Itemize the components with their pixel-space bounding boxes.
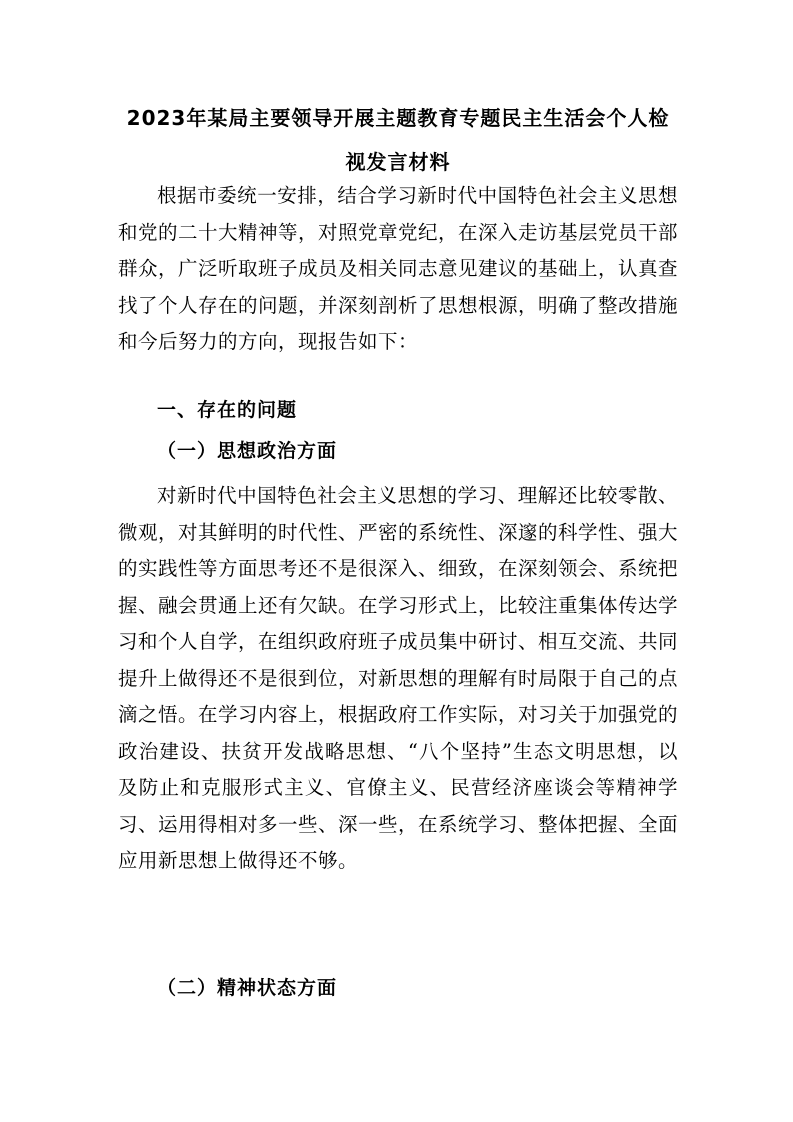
subsection-heading-ideology: （一）思想政治方面 bbox=[157, 440, 338, 462]
intro-paragraph: 根据市委统一安排，结合学习新时代中国特色社会主义思想和党的二十大精神等，对照党章党纪，在深入走访基层党员干部群众，广泛听取班子成员及相关同志意见建议的基础上，认真查找了个人存在的问题，并深刻剖析了思想根源，明确了整改措施和今后努力的方向，现报告如下： bbox=[118, 184, 679, 353]
document-title-line-2: 视发言材料 bbox=[345, 150, 451, 174]
document-title-line-1: 2023年某局主要领导开展主题教育专题民主生活会个人检 bbox=[126, 106, 670, 130]
subsection-heading-spirit: （二）精神状态方面 bbox=[157, 977, 338, 999]
ideology-paragraph: 对新时代中国特色社会主义思想的学习、理解还比较零散、微观，对其鲜明的时代性、严密的系统性、深邃的科学性、强大的实践性等方面思考还不是很深入、细致，在深刻领会、系统把握、融会贯通上还有欠缺。在学习形式上，比较注重集体传达学习和个人自学，在组织政府班子成员集中研讨、相互交流、共同提升上做得还不是很到位，对新思想的理解有时局限于自己的点滴之悟。在学习内容上，根据政府工作实际，对习关于加强党的政治建设、扶贫开发战略思想、“八个坚持”生态文明思想，以及防止和克服形式主义、官僚主义、民营经济座谈会等精神学习、运用得相对多一些、深一些，在系统学习、整体把握、全面应用新思想上做得还不够。 bbox=[118, 484, 679, 872]
section-heading-problems: 一、存在的问题 bbox=[157, 399, 298, 421]
